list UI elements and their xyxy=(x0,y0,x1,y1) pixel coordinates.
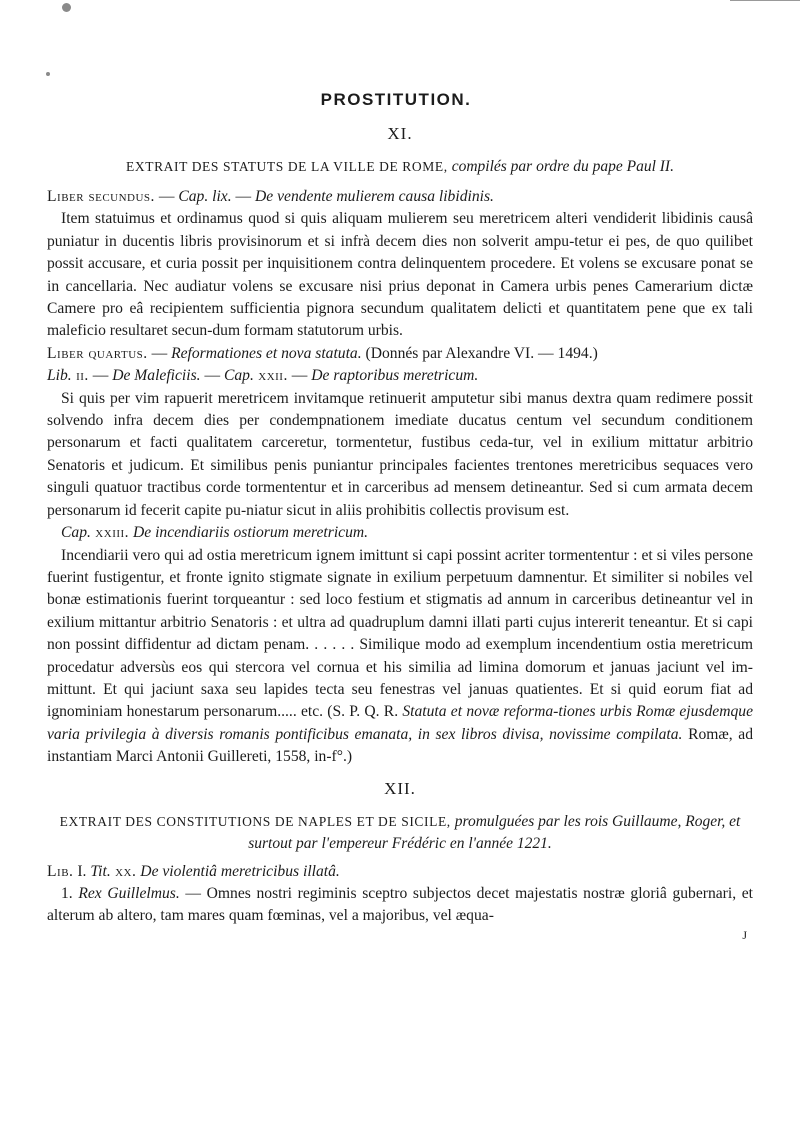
section-11-heading-italic: compilés par ordre du pape Paul II. xyxy=(451,158,674,175)
section-11-heading-prefix: EXTRAIT DES STATUTS DE LA VILLE DE ROME, xyxy=(126,159,448,174)
chapter-ref: Cap. xyxy=(61,524,91,542)
book-label: Liber secundus. xyxy=(47,188,155,205)
lib-ref-num: ii. xyxy=(71,367,89,385)
chapter-title: De incendiariis ostiorum meretricum. xyxy=(129,524,369,542)
paragraph-lib-i xyxy=(47,861,753,883)
section-12-heading xyxy=(47,811,753,855)
lib-ref: Lib. xyxy=(47,862,74,880)
chapter-ref: Cap. xyxy=(223,367,254,385)
paragraph-liber-secundus xyxy=(47,186,753,208)
title-ref-num: xx. xyxy=(110,862,137,880)
chapter-num: xxii. xyxy=(253,367,288,385)
book-note: (Donnés par Alexandre VI. — 1494.) xyxy=(361,344,598,362)
page xyxy=(47,90,754,942)
page-edge-line xyxy=(730,0,800,1)
separator: — xyxy=(88,367,113,385)
ink-spot xyxy=(46,72,50,76)
running-head: PROSTITUTION. xyxy=(320,90,472,109)
paragraph-liber-quartus xyxy=(47,343,753,388)
title-text: De violentiâ meretricibus illatâ. xyxy=(136,862,340,880)
separator: — xyxy=(231,188,256,205)
lib-ref-num: I. xyxy=(73,862,87,880)
item-name: Rex Guillelmus. xyxy=(72,884,180,902)
section-12-heading-prefix: EXTRAIT DES CONSTITUTIONS DE NAPLES ET DE SICILE, xyxy=(59,813,451,829)
separator: — xyxy=(287,367,312,385)
section-12-number: XII. xyxy=(384,778,416,798)
paragraph-rex-guillelmus xyxy=(47,883,753,928)
paragraph-cap-xxiii xyxy=(47,522,753,544)
source-imprint: Romæ, ad instantiam Marci Antonii Guillereti, 1558, in-f°.) xyxy=(47,725,753,766)
paragraph-incendiarii xyxy=(47,545,753,769)
source-title: Statuta et novæ reforma-tiones urbis Romæ ejusdemque varia privilegia à diversis romanis pontificibus emanata, in sex libros divisa, novissime compilata. xyxy=(47,703,753,743)
paragraph-si-quis: Si quis per vim rapuerit meretricem invitamque retinuerit amputetur sibi manus dextra quam redimere possit solvendo infra decem dies per condempnationem imediate ducatus centum vel secundum conditionem personarum et facti qualitatem carceretur, tormentetur, fustibus ceda-tur, vel in exilium mittatur arbitrio Senatoris et judicum. Et similibus penis puniantur principales facientes trentones meretricibus sequaces vero singuli quatuor tractibus corde tormententur et in carceribus ad mensem detineantur. Sed si cum armata decem personarum id fecerit capite pu-niatur sicut in aliis prohibitis collectis provisum est. xyxy=(47,389,753,519)
section-12-heading-italic: promulguées par les rois Guillaume, Roger, et surtout par l'empereur Frédéric en l'année 1221. xyxy=(248,812,741,852)
book-title: Reformationes et nova statuta. xyxy=(171,344,362,362)
section-11-number: XI. xyxy=(387,124,413,143)
lib-title: De Maleficiis. xyxy=(112,367,201,385)
chapter-ref: Cap. lix. xyxy=(178,188,232,205)
chapter-num: xxiii. xyxy=(90,524,130,542)
separator: — xyxy=(147,344,172,362)
item-number: 1. xyxy=(61,884,73,902)
book-label: Liber quartus. xyxy=(47,344,148,362)
lib-ref: Lib. xyxy=(47,367,72,385)
paragraph-text: — Omnes nostri regiminis sceptro subjectos decet majestatis nostræ gloriâ gubernari, et alterum ab altero, tam mares quam fœminas, vel a majoribus, vel æqua- xyxy=(47,884,754,925)
folio-mark: J xyxy=(742,927,747,942)
separator: — xyxy=(200,367,224,385)
ink-spot xyxy=(62,3,71,12)
separator: — xyxy=(154,188,179,205)
title-ref: Tit. xyxy=(86,862,111,880)
chapter-title: De raptoribus meretricum. xyxy=(311,367,479,385)
paragraph-text: Incendiarii vero qui ad ostia meretricum ignem imittunt si capi possint acriter tormententur : et si viles persone fuerint fustigentur, et fronte ignito stigmate signate in exilium perpetuum damnentur. Et similiter si nobiles vel bonæ estimationis fuerint torqueantur : sed loco festium et stigmatis ad annum in carceribus detineantur vel in exilium mittantur arbitrio Senatoris : et ultra ad quadruplum damni illati parti cujus intererit teneantur. Et si capi non possint diffidentur ad dictam penam. . . . . . Similique modo ad exemplum incendentium ostia meretricum procedatur adversùs eos qui stercora vel cornua et his similia ad limina domorum et januas jaciunt vel im-mittunt. Et qui jaciunt saxa seu lapides tecta seu fenestras vel januas quatientes. Et si quid eorum fiat ad ignominiam honestarum personarum..... etc. (S. P. Q. R. xyxy=(47,546,753,721)
chapter-title: De vendente mulierem causa libidinis. xyxy=(255,188,494,205)
section-11-heading xyxy=(47,156,753,178)
paragraph-item-statuimus: Item statuimus et ordinamus quod si quis aliquam mulierem seu meretricem alteri vendiderit libidinis causâ puniatur in ducentis libris provisinorum et si infrà decem dies non solverit ampu-tetur ei pes, de quo quilibet possit accusare, et curia possit per inquisitionem contra delinquentem procedere. Et volens se excusare ponat se in cancellaria. Nec audiatur volens se excusare nisi prius deponat in Camera urbis penes Camerarium dictæ Camere pro eâ recipientem sufficientia pignora secundum qualitatem delicti et quantitatem pene que ex tali maleficio resultaret secun-dum formam statutorum urbis. xyxy=(47,210,753,340)
